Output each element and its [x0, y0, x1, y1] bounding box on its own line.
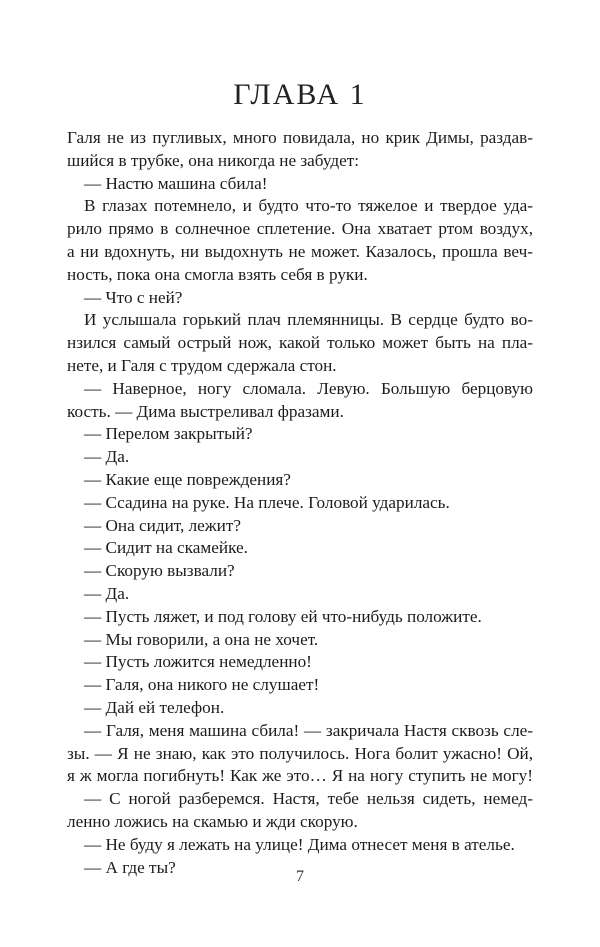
- text-line: Галя не из пугливых, много повидала, но крик Димы, раздав-: [67, 128, 533, 147]
- text-line: — Пусть ляжет, и под голову ей что-нибудь положите.: [84, 606, 482, 626]
- text-line: — Галя, она никого не слушает!: [84, 675, 320, 695]
- text-line: я ж могла погибнуть! Как же это… Я на ногу ступить не могу!: [67, 766, 533, 786]
- text-line: — С ногой разберемся. Настя, тебе нельзя сидеть, немед-: [84, 789, 533, 809]
- text-line: — Да.: [84, 447, 130, 467]
- text-line: — Пусть ложится немедленно!: [84, 652, 312, 672]
- text-line: — Галя, меня машина сбила! — закричала Настя сквозь сле-: [84, 720, 533, 740]
- text-line: — Сидит на скамейке.: [84, 538, 248, 558]
- chapter-body-text: [67, 127, 533, 879]
- text-line: — Не буду я лежать на улице! Дима отнесет меня в ателье.: [84, 834, 515, 854]
- text-line: нзился самый острый нож, какой только может быть на пла-: [67, 333, 533, 353]
- text-line: И услышала горький плач племянницы. В сердце будто во-: [84, 310, 533, 330]
- text-line: ленно ложись на скамью и жди скорую.: [67, 811, 358, 831]
- text-line: шийся в трубке, она никогда не забудет:: [67, 150, 360, 170]
- text-line: — Что с ней?: [84, 287, 183, 307]
- text-line: — Скорую вызвали?: [84, 561, 235, 581]
- text-line: кость. — Дима выстреливал фразами.: [67, 401, 344, 421]
- text-line: — Перелом закрытый?: [84, 424, 253, 444]
- text-line: — Дай ей телефон.: [84, 697, 225, 717]
- text-line: — Мы говорили, а она не хочет.: [84, 629, 319, 649]
- text-line: В глазах потемнело, и будто что-то тяжелое и твердое уда-: [84, 196, 533, 216]
- text-line: — Она сидит, лежит?: [84, 515, 242, 535]
- text-line: — Наверное, ногу сломала. Левую. Большую берцовую: [84, 378, 533, 398]
- text-line: — Настю машина сбила!: [84, 173, 268, 193]
- chapter-title: ГЛАВА 1: [233, 78, 367, 111]
- text-line: — Какие еще повреждения?: [84, 469, 291, 489]
- text-line: а ни вдохнуть, ни выдохнуть не может. Казалось, прошла веч-: [67, 241, 533, 261]
- page-number: 7: [296, 868, 304, 885]
- text-line: ность, пока она смогла взять себя в руки.: [67, 264, 368, 284]
- text-line: нете, и Галя с трудом сдержала стон.: [67, 355, 337, 375]
- text-line: — А где ты?: [84, 857, 176, 877]
- text-line: — Ссадина на руке. На плече. Головой ударилась.: [84, 492, 450, 512]
- text-line: рило прямо в солнечное сплетение. Она хватает ртом воздух,: [67, 219, 533, 239]
- text-line: — Да.: [84, 583, 130, 603]
- text-line: зы. — Я не знаю, как это получилось. Нога болит ужасно! Ой,: [67, 743, 533, 763]
